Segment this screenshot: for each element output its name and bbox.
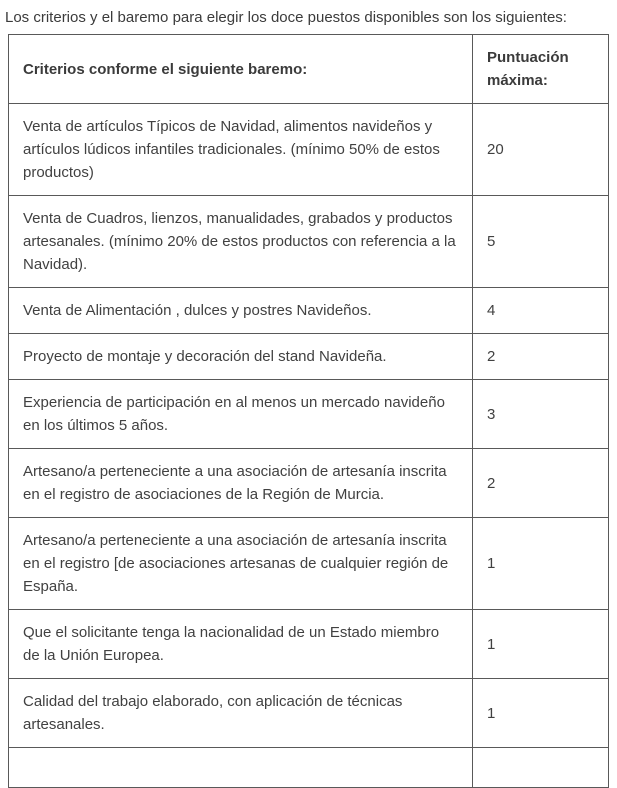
table-row [9, 518, 609, 610]
table-header-row [9, 35, 609, 104]
criteria-cell: Artesano/a perteneciente a una asociación de artesanía inscrita en el registro [de asociaciones artesanas de cualquier región de España. [9, 518, 473, 610]
criteria-cell: Proyecto de montaje y decoración del stand Navideña. [9, 334, 473, 380]
score-cell-empty [473, 748, 609, 788]
score-header-cell: Puntuación máxima: [473, 35, 609, 104]
score-cell: 20 [473, 104, 609, 196]
table-row [9, 380, 609, 449]
score-cell: 3 [473, 380, 609, 449]
score-cell: 1 [473, 518, 609, 610]
score-cell: 1 [473, 679, 609, 748]
criteria-cell: Venta de artículos Típicos de Navidad, alimentos navideños y artículos lúdicos infantiles tradicionales. (mínimo 50% de estos productos) [9, 104, 473, 196]
criteria-cell: Calidad del trabajo elaborado, con aplicación de técnicas artesanales. [9, 679, 473, 748]
table-row [9, 288, 609, 334]
criteria-score-table [8, 34, 609, 788]
criteria-cell: Venta de Alimentación , dulces y postres Navideños. [9, 288, 473, 334]
table-row [9, 679, 609, 748]
table-row [9, 334, 609, 380]
criteria-cell: Artesano/a perteneciente a una asociación de artesanía inscrita en el registro de asociaciones de la Región de Murcia. [9, 449, 473, 518]
table-row-partial [9, 748, 609, 788]
table-row [9, 610, 609, 679]
table-row [9, 104, 609, 196]
table-row [9, 196, 609, 288]
table-row [9, 449, 609, 518]
score-cell: 4 [473, 288, 609, 334]
criteria-header-cell: Criterios conforme el siguiente baremo: [9, 35, 473, 104]
criteria-cell: Que el solicitante tenga la nacionalidad de un Estado miembro de la Unión Europea. [9, 610, 473, 679]
score-cell: 5 [473, 196, 609, 288]
criteria-cell: Experiencia de participación en al menos un mercado navideño en los últimos 5 años. [9, 380, 473, 449]
criteria-cell-empty [9, 748, 473, 788]
criteria-cell: Venta de Cuadros, lienzos, manualidades, grabados y productos artesanales. (mínimo 20% de estos productos con referencia a la Navidad). [9, 196, 473, 288]
score-cell: 1 [473, 610, 609, 679]
score-cell: 2 [473, 334, 609, 380]
intro-text: Los criterios y el baremo para elegir los doce puestos disponibles son los siguientes: [5, 9, 567, 26]
score-cell: 2 [473, 449, 609, 518]
